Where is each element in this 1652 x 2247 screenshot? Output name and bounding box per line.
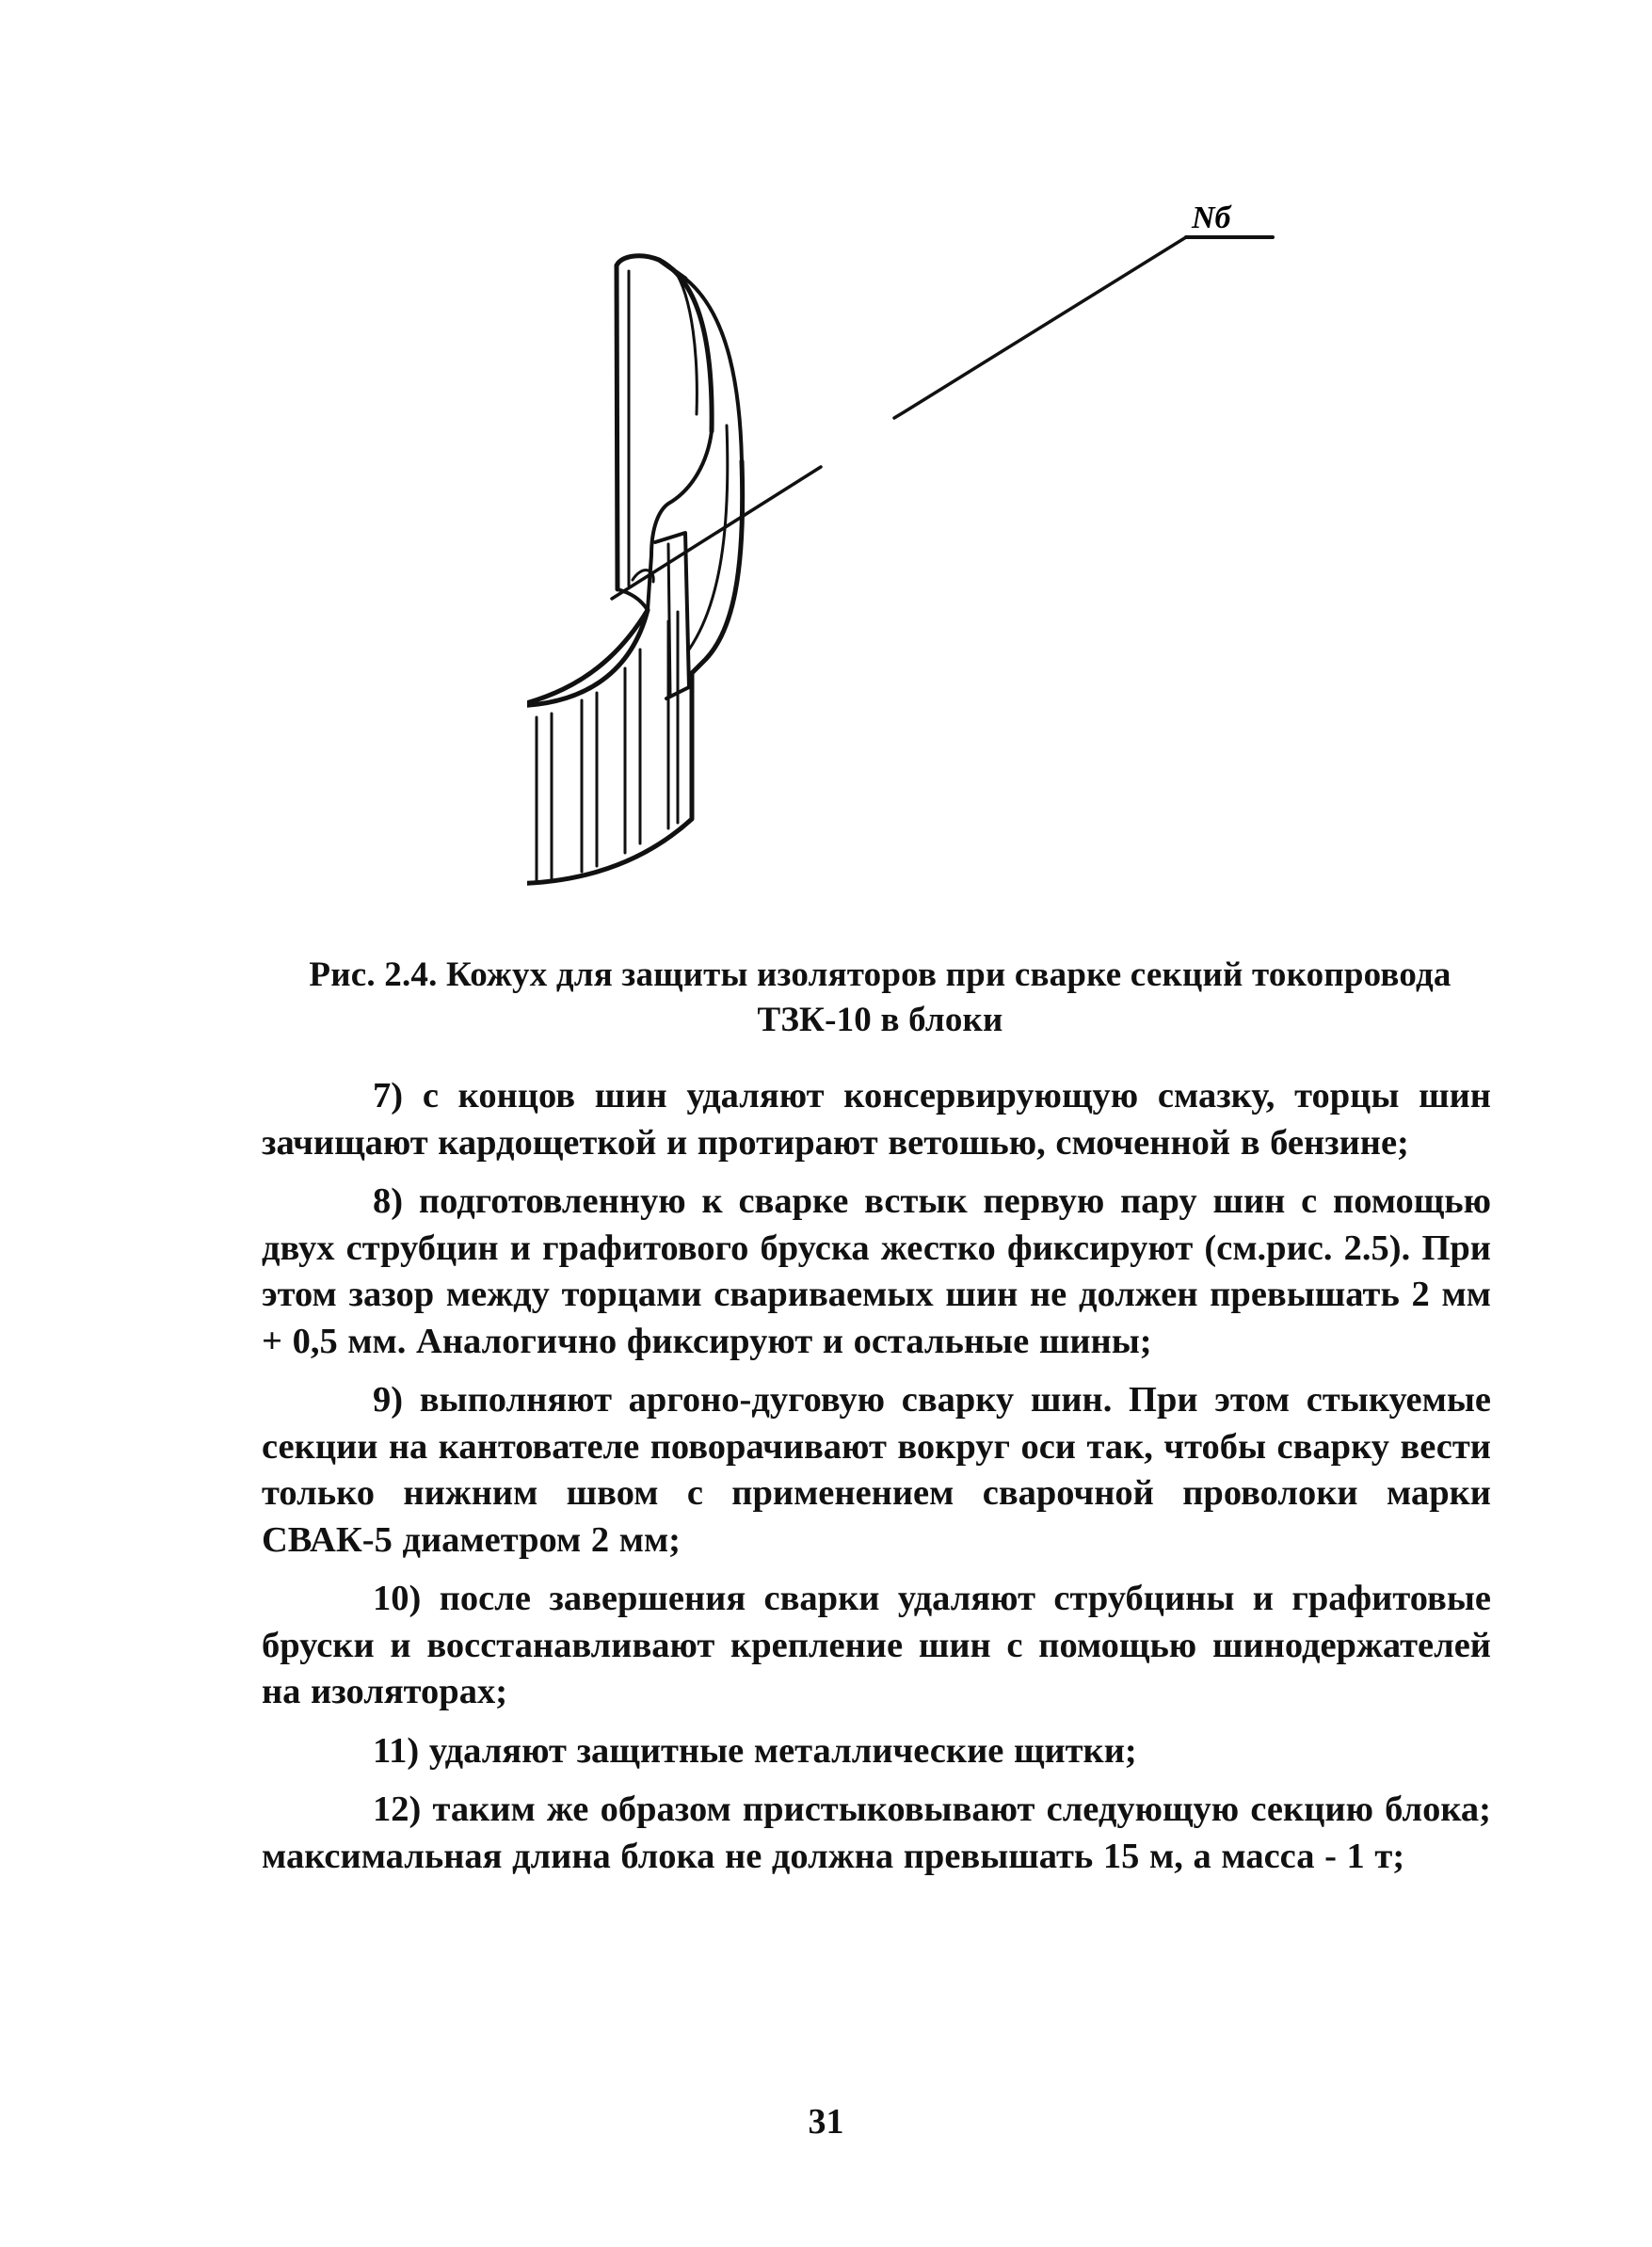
figure-callout-label: Nб <box>1192 201 1231 235</box>
figure-label-layer <box>527 179 1299 913</box>
caption-line-1: Рис. 2.4. Кожух для защиты изоляторов при сварке секций токопровода <box>309 955 1452 994</box>
paragraph-12: 12) таким же образом пристыковывают следующую секцию блока; максимальная длина блока не должна превышать 15 м, а масса - 1 т; <box>262 1790 1491 1876</box>
body-text <box>262 1073 1491 1892</box>
paragraph-8: 8) подготовленную к сварке встык первую пару шин с помощью двух струбцин и графитового бруска жестко фиксируют (см.рис. 2.5). При этом зазор между торцами свариваемых шин не должен превышать 2 мм + 0,5 мм. Аналогично фиксируют и остальные шины; <box>262 1181 1491 1361</box>
figure-shield-drawing <box>527 179 1299 913</box>
figure-caption <box>264 953 1497 1043</box>
page-number: 31 <box>808 2102 844 2142</box>
paragraph-11: 11) удаляют защитные металлические щитки; <box>373 1730 1137 1771</box>
paragraph-10: 10) после завершения сварки удаляют струбцины и графитовые бруски и восстанавливают крепление шин с помощью шинодержателей на изоляторах; <box>262 1579 1491 1711</box>
paragraph-9: 9) выполняют аргоно-дуговую сварку шин. При этом стыкуемые секции на кантователе поворачивают вокруг оси так, чтобы сварку вести только нижним швом с применением сварочной проволоки марки СВАК-5 диаметром 2 мм; <box>262 1380 1491 1560</box>
caption-line-2: ТЗК-10 в блоки <box>757 1001 1003 1039</box>
paragraph-7: 7) с концов шин удаляют консервирующую смазку, торцы шин зачищают кардощеткой и протирают ветошью, смоченной в бензине; <box>262 1076 1491 1163</box>
